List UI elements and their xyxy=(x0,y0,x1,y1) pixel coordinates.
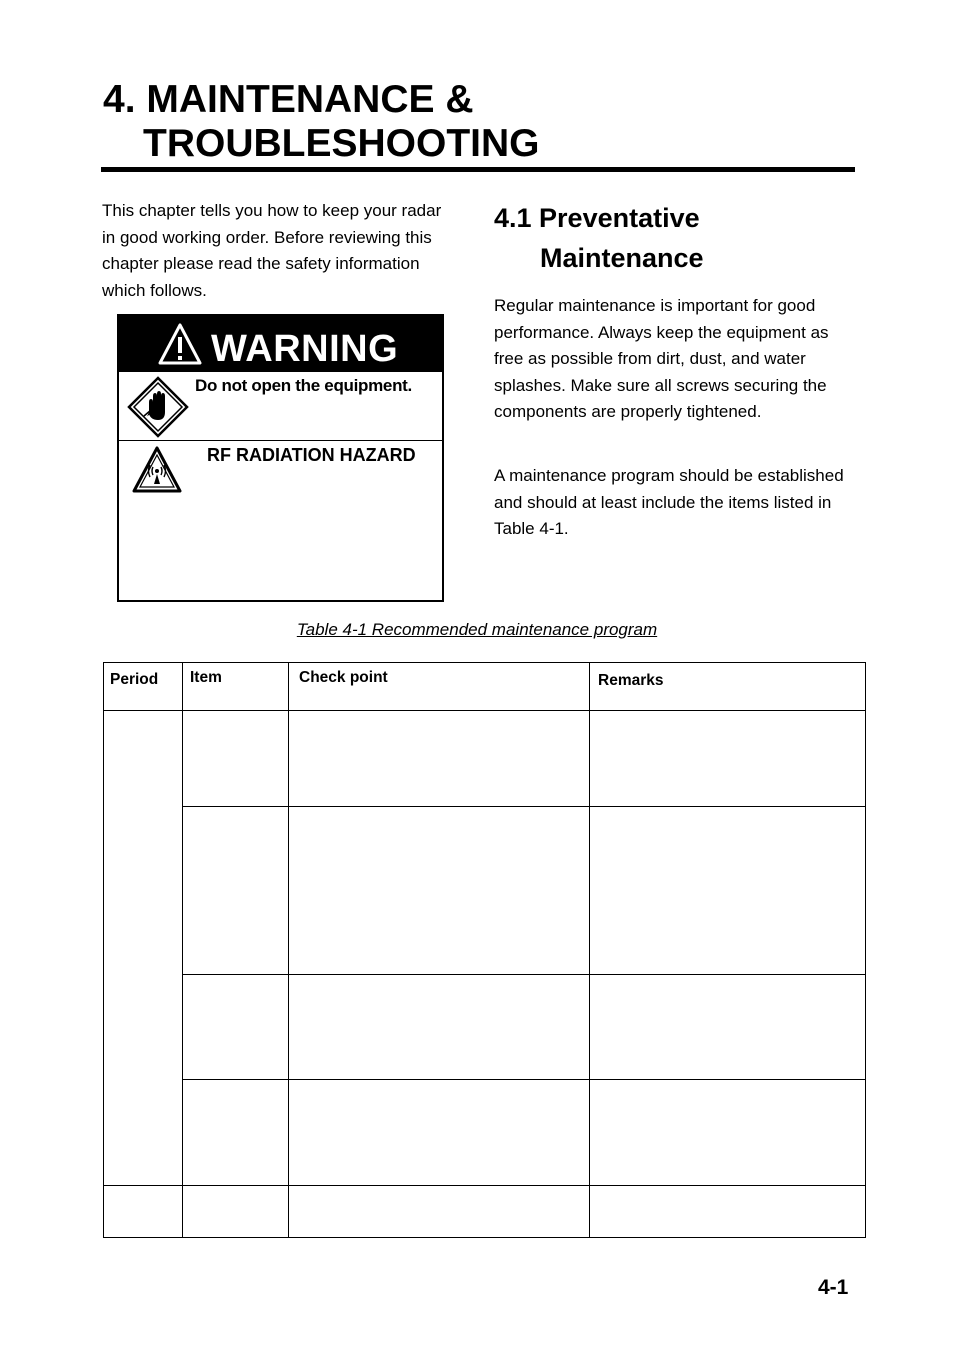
table-row xyxy=(104,807,866,975)
intro-paragraph: This chapter tells you how to keep your radar in good working order. Before reviewing this chapter please read the safety information which follows. xyxy=(102,201,442,300)
header-period: Period xyxy=(104,663,183,711)
section-title-line1: 4.1 Preventative xyxy=(494,203,700,233)
table-cell-check-point xyxy=(289,807,590,975)
warning-box xyxy=(117,314,444,602)
header-remarks: Remarks xyxy=(590,663,866,711)
table-header-row xyxy=(104,663,866,711)
table-caption: Table 4-1 Recommended maintenance program xyxy=(296,620,658,639)
section-title xyxy=(494,198,854,278)
section-paragraph-2: A maintenance program should be established and should at least include the items listed in Table 4-1. xyxy=(494,466,844,538)
warning-heading: WARNING xyxy=(211,328,399,370)
table-row xyxy=(104,975,866,1080)
page-number: 4-1 xyxy=(818,1276,849,1299)
table-row xyxy=(104,1080,866,1186)
title-rule xyxy=(101,167,855,172)
warning-triangle-icon xyxy=(157,322,203,366)
warning-text-no-open: Do not open the equipment. xyxy=(195,376,412,395)
header-check-point: Check point xyxy=(289,663,590,711)
chapter-title xyxy=(103,78,855,166)
table-cell-item xyxy=(183,1186,289,1238)
table-cell-remarks xyxy=(590,711,866,807)
warning-header xyxy=(119,316,442,372)
table-cell-check-point xyxy=(289,975,590,1080)
chapter-title-line2: TROUBLESHOOTING xyxy=(143,122,540,165)
table-cell-remarks xyxy=(590,975,866,1080)
table-cell-check-point xyxy=(289,1186,590,1238)
table-row xyxy=(104,1186,866,1238)
rf-radiation-icon xyxy=(131,445,183,495)
table-cell-item xyxy=(183,975,289,1080)
table-cell-remarks xyxy=(590,807,866,975)
table-cell-remarks xyxy=(590,1080,866,1186)
section-title-line2: Maintenance xyxy=(540,243,704,273)
table-cell-item xyxy=(183,1080,289,1186)
table-cell-item xyxy=(183,711,289,807)
table-cell-check-point xyxy=(289,711,590,807)
section-paragraph-1: Regular maintenance is important for good performance. Always keep the equipment as free as possible from dirt, dust, and water splashes. Make sure all screws securing the components are properly tightened. xyxy=(494,296,829,421)
electric-shock-hand-icon xyxy=(127,376,189,438)
table-row xyxy=(104,711,866,807)
table-cell-period xyxy=(104,1186,183,1238)
table-cell-period xyxy=(104,711,183,1186)
maintenance-table xyxy=(103,662,866,1238)
chapter-title-line1: 4. MAINTENANCE & xyxy=(103,78,474,121)
header-item: Item xyxy=(183,663,289,711)
table-cell-remarks xyxy=(590,1186,866,1238)
warning-text-rf-radiation: RF RADIATION HAZARD xyxy=(207,445,416,465)
table-cell-check-point xyxy=(289,1080,590,1186)
table-cell-item xyxy=(183,807,289,975)
warning-item-no-open xyxy=(119,372,442,441)
